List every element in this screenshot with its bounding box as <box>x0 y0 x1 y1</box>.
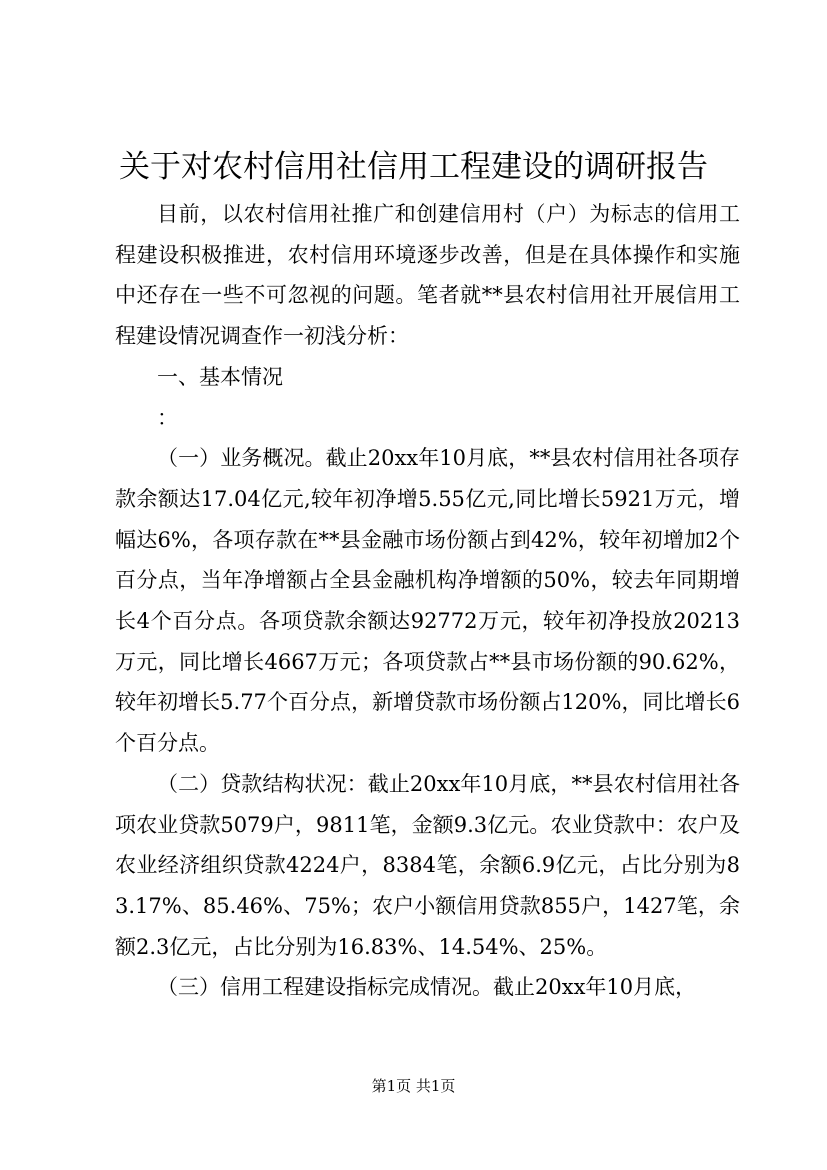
paragraph-loan-structure: （二）贷款结构状况：截止20xx年10月底，**县农村信用社各项农业贷款5079户，9811笔，金额9.3亿元。农业贷款中：农户及农业经济组织贷款4224户，8384笔，余额6.9亿元，占比分别为83.17%、85.46%、75%；农户小额信用贷款855户，1427笔，余额2.3亿元，占比分别为16.83%、14.54%、25%。 <box>115 771 740 959</box>
document-body <box>115 194 740 1008</box>
paragraph-business-overview: （一）业务概况。截止20xx年10月底，**县农村信用社各项存款余额达17.04亿元,较年初净增5.55亿元,同比增长5921万元，增幅达6%，各项存款在**县金融市场份额占到42%，较年初增加2个百分点，当年净增额占全县金融机构净增额的50%，较去年同期增长4个百分点。各项贷款余额达92772万元，较年初净投放20213万元，同比增长4667万元；各项贷款占**县市场份额的90.62%，较年初增长5.77个百分点，新增贷款市场份额占120%，同比增长6个百分点。 <box>115 446 740 756</box>
page-footer: 第1页 共1页 <box>371 1077 456 1095</box>
colon-line: ： <box>157 405 178 430</box>
document-title: 关于对农村信用社信用工程建设的调研报告 <box>119 149 708 185</box>
section-heading-basic-situation: 一、基本情况 <box>157 364 283 389</box>
paragraph-credit-indicators: （三）信用工程建设指标完成情况。截止20xx年10月底， <box>157 975 697 1000</box>
intro-paragraph: 目前，以农村信用社推广和创建信用村（户）为标志的信用工程建设积极推进，农村信用环境逐步改善，但是在具体操作和实施中还存在一些不可忽视的问题。笔者就**县农村信用社开展信用工程建设情况调查作一初浅分析： <box>115 202 740 349</box>
